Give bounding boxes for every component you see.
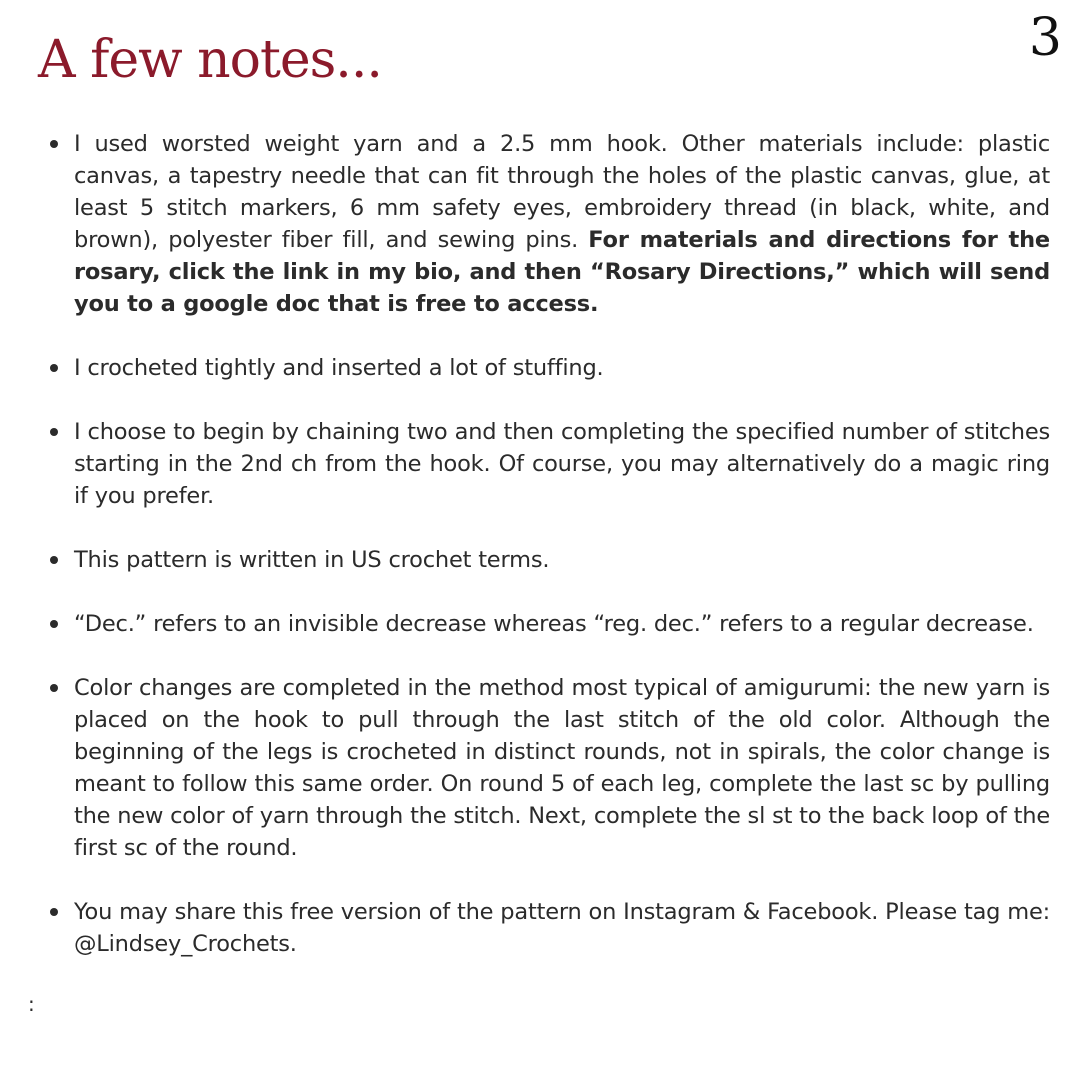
page-number: 3 [1028, 8, 1062, 68]
note-stuffing [74, 352, 1050, 384]
stray-mark: : [28, 992, 35, 1016]
note-decrease-text: “Dec.” refers to an invisible decrease whereas “reg. dec.” refers to a regular decrease. [74, 611, 1034, 637]
note-stuffing-text: I crocheted tightly and inserted a lot of stuffing. [74, 355, 604, 381]
note-decrease [74, 608, 1050, 640]
note-starting-chain-text: I choose to begin by chaining two and then completing the specified number of stitches starting in the 2nd ch from the hook. Of course, you may alternatively do a magic ring if you prefer. [74, 419, 1050, 509]
note-us-terms [74, 544, 1050, 576]
page-title: A few notes... [38, 30, 382, 90]
note-starting-chain [74, 416, 1050, 512]
notes-list [74, 128, 1050, 992]
note-sharing-text: You may share this free version of the pattern on Instagram & Facebook. Please tag me: @Lindsey_Crochets. [74, 899, 1050, 957]
note-color-changes-text: Color changes are completed in the method most typical of amigurumi: the new yarn is placed on the hook to pull through the last stitch of the old color. Although the beginning of the legs is crocheted in distinct rounds, not in spirals, the color change is meant to follow this same order. On round 5 of each leg, complete the last sc by pulling the new color of yarn through the stitch. Next, complete the sl st to the back loop of the first sc of the round. [74, 675, 1050, 861]
note-sharing [74, 896, 1050, 960]
note-color-changes [74, 672, 1050, 864]
note-rosary-directions: For materials and directions for the rosary, click the link in my bio, and then “Rosary Directions,” which will send you to a google doc that is free to access. [74, 227, 1050, 317]
note-us-terms-text: This pattern is written in US crochet terms. [74, 547, 550, 573]
note-materials [74, 128, 1050, 320]
note-materials-text: I used worsted weight yarn and a 2.5 mm hook. Other materials include: plastic canvas, a tapestry needle that can fit through the holes of the plastic canvas, glue, at least 5 stitch markers, 6 mm safety eyes, embroidery thread (in black, white, and brown), polyester fiber fill, and sewing pins. [74, 131, 1050, 253]
